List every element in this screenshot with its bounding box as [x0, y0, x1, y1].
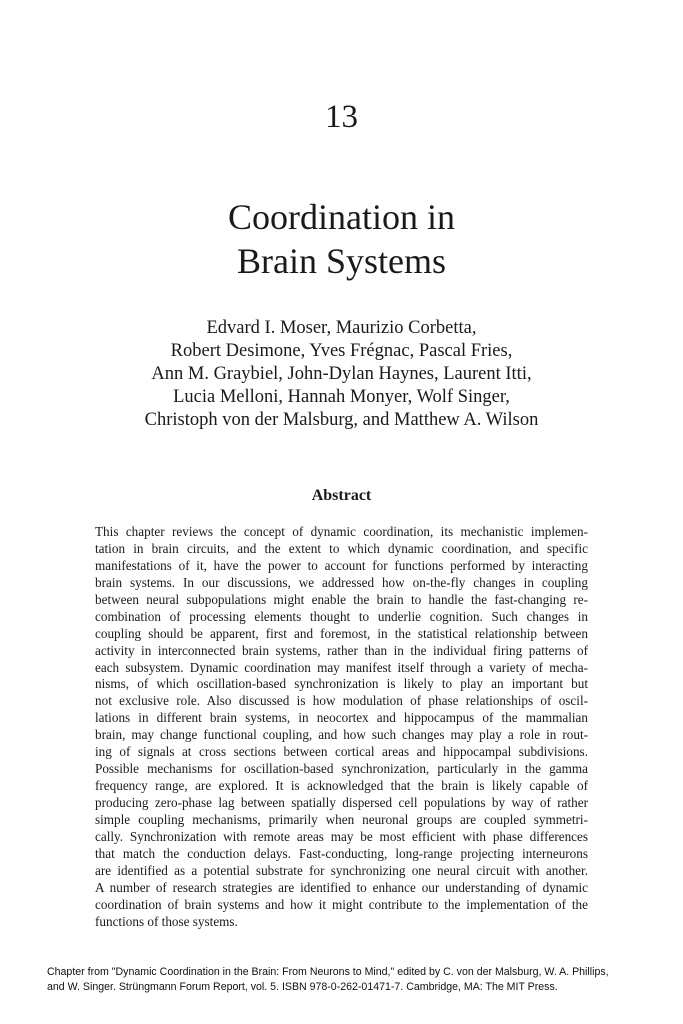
abstract-line: producing zero-phase lag between spatially dispersed cell populations by way of rather — [95, 795, 588, 810]
abstract-line: are identified as a potential substrate for synchronizing one neural circuit with another. — [95, 862, 588, 878]
abstract-line: A number of research strategies are identified to enhance our understanding of dynamic — [95, 879, 588, 895]
abstract-line: combination of processing elements thought to underlie cognition. Such changes in — [95, 608, 588, 624]
chapter-title — [0, 195, 683, 283]
abstract-line: coordination of brain systems and how it might contribute to the implementation of the — [95, 896, 588, 912]
abstract-line: ing of signals at cross sections between cortical areas and hippocampal subdivisions. — [95, 744, 588, 760]
abstract-body — [95, 524, 588, 931]
author-line: Ann M. Graybiel, John-Dylan Haynes, Laurent Itti, — [151, 364, 532, 384]
abstract-line: cally. Synchronization with remote areas may be most efficient with phase differences — [95, 828, 588, 844]
abstract-line: coupling should be apparent, first and foremost, in the statistical relationship between — [95, 625, 588, 641]
abstract-line: between neural subpopulations might enable the brain to handle the fast-changing re- — [95, 591, 588, 607]
author-line: Robert Desimone, Yves Frégnac, Pascal Fries, — [170, 341, 513, 361]
abstract-line: nisms, of which oscillation-based synchronization is likely to play an important but — [95, 676, 588, 692]
abstract-line: not exclusive role. Also discussed is how modulation of phase relationships of oscil- — [95, 693, 588, 709]
author-line: Lucia Melloni, Hannah Monyer, Wolf Singer, — [173, 387, 510, 407]
chapter-title-line: Coordination in — [228, 197, 455, 237]
author-line: Edvard I. Moser, Maurizio Corbetta, — [206, 318, 477, 338]
citation-line: Chapter from "Dynamic Coordination in the Brain: From Neurons to Mind," edited by C. von der Malsburg, W. A. Phillips, — [47, 966, 609, 978]
abstract-line: each subsystem. Dynamic coordination may manifest itself through a variety of mecha- — [95, 659, 588, 675]
abstract-line: activity in interconnected brain systems, rather than in the individual firing patterns of — [95, 642, 588, 658]
abstract-line: manifestations of it, have the power to account for functions performed by interacting — [95, 557, 588, 573]
chapter-number: 13 — [325, 99, 358, 135]
author-line: Christoph von der Malsburg, and Matthew A. Wilson — [144, 410, 539, 430]
abstract-line: tation in brain circuits, and the extent to which dynamic coordination, and specific — [95, 540, 588, 556]
abstract-line: Possible mechanisms for oscillation-based synchronization, particularly in the gamma — [95, 761, 588, 777]
chapter-title-line: Brain Systems — [236, 241, 446, 281]
citation-line: and W. Singer. Strüngmann Forum Report, vol. 5. ISBN 978-0-262-01471-7. Cambridge, MA: The MIT Press. — [47, 981, 558, 993]
abstract-line: functions of those systems. — [95, 913, 238, 929]
citation-footer — [47, 965, 647, 995]
author-list — [0, 317, 683, 432]
abstract-line: simple coupling mechanisms, primarily when neuronal groups are coupled symmetri- — [95, 811, 588, 827]
abstract-line: lations in different brain systems, in neocortex and hippocampus of the mammalian — [95, 710, 588, 726]
abstract-line: brain systems. In our discussions, we addressed how on-the-fly changes in coupling — [95, 574, 588, 590]
abstract-line: This chapter reviews the concept of dynamic coordination, its mechanistic implemen- — [95, 524, 588, 539]
abstract-line: brain, may change functional coupling, and how such changes may play a role in rout- — [95, 727, 588, 743]
abstract-heading: Abstract — [311, 487, 372, 504]
abstract-line: that match the conduction delays. Fast-conducting, long-range projecting interneurons — [95, 845, 588, 861]
abstract-line: frequency range, are explored. It is acknowledged that the brain is likely capable of — [95, 778, 588, 794]
